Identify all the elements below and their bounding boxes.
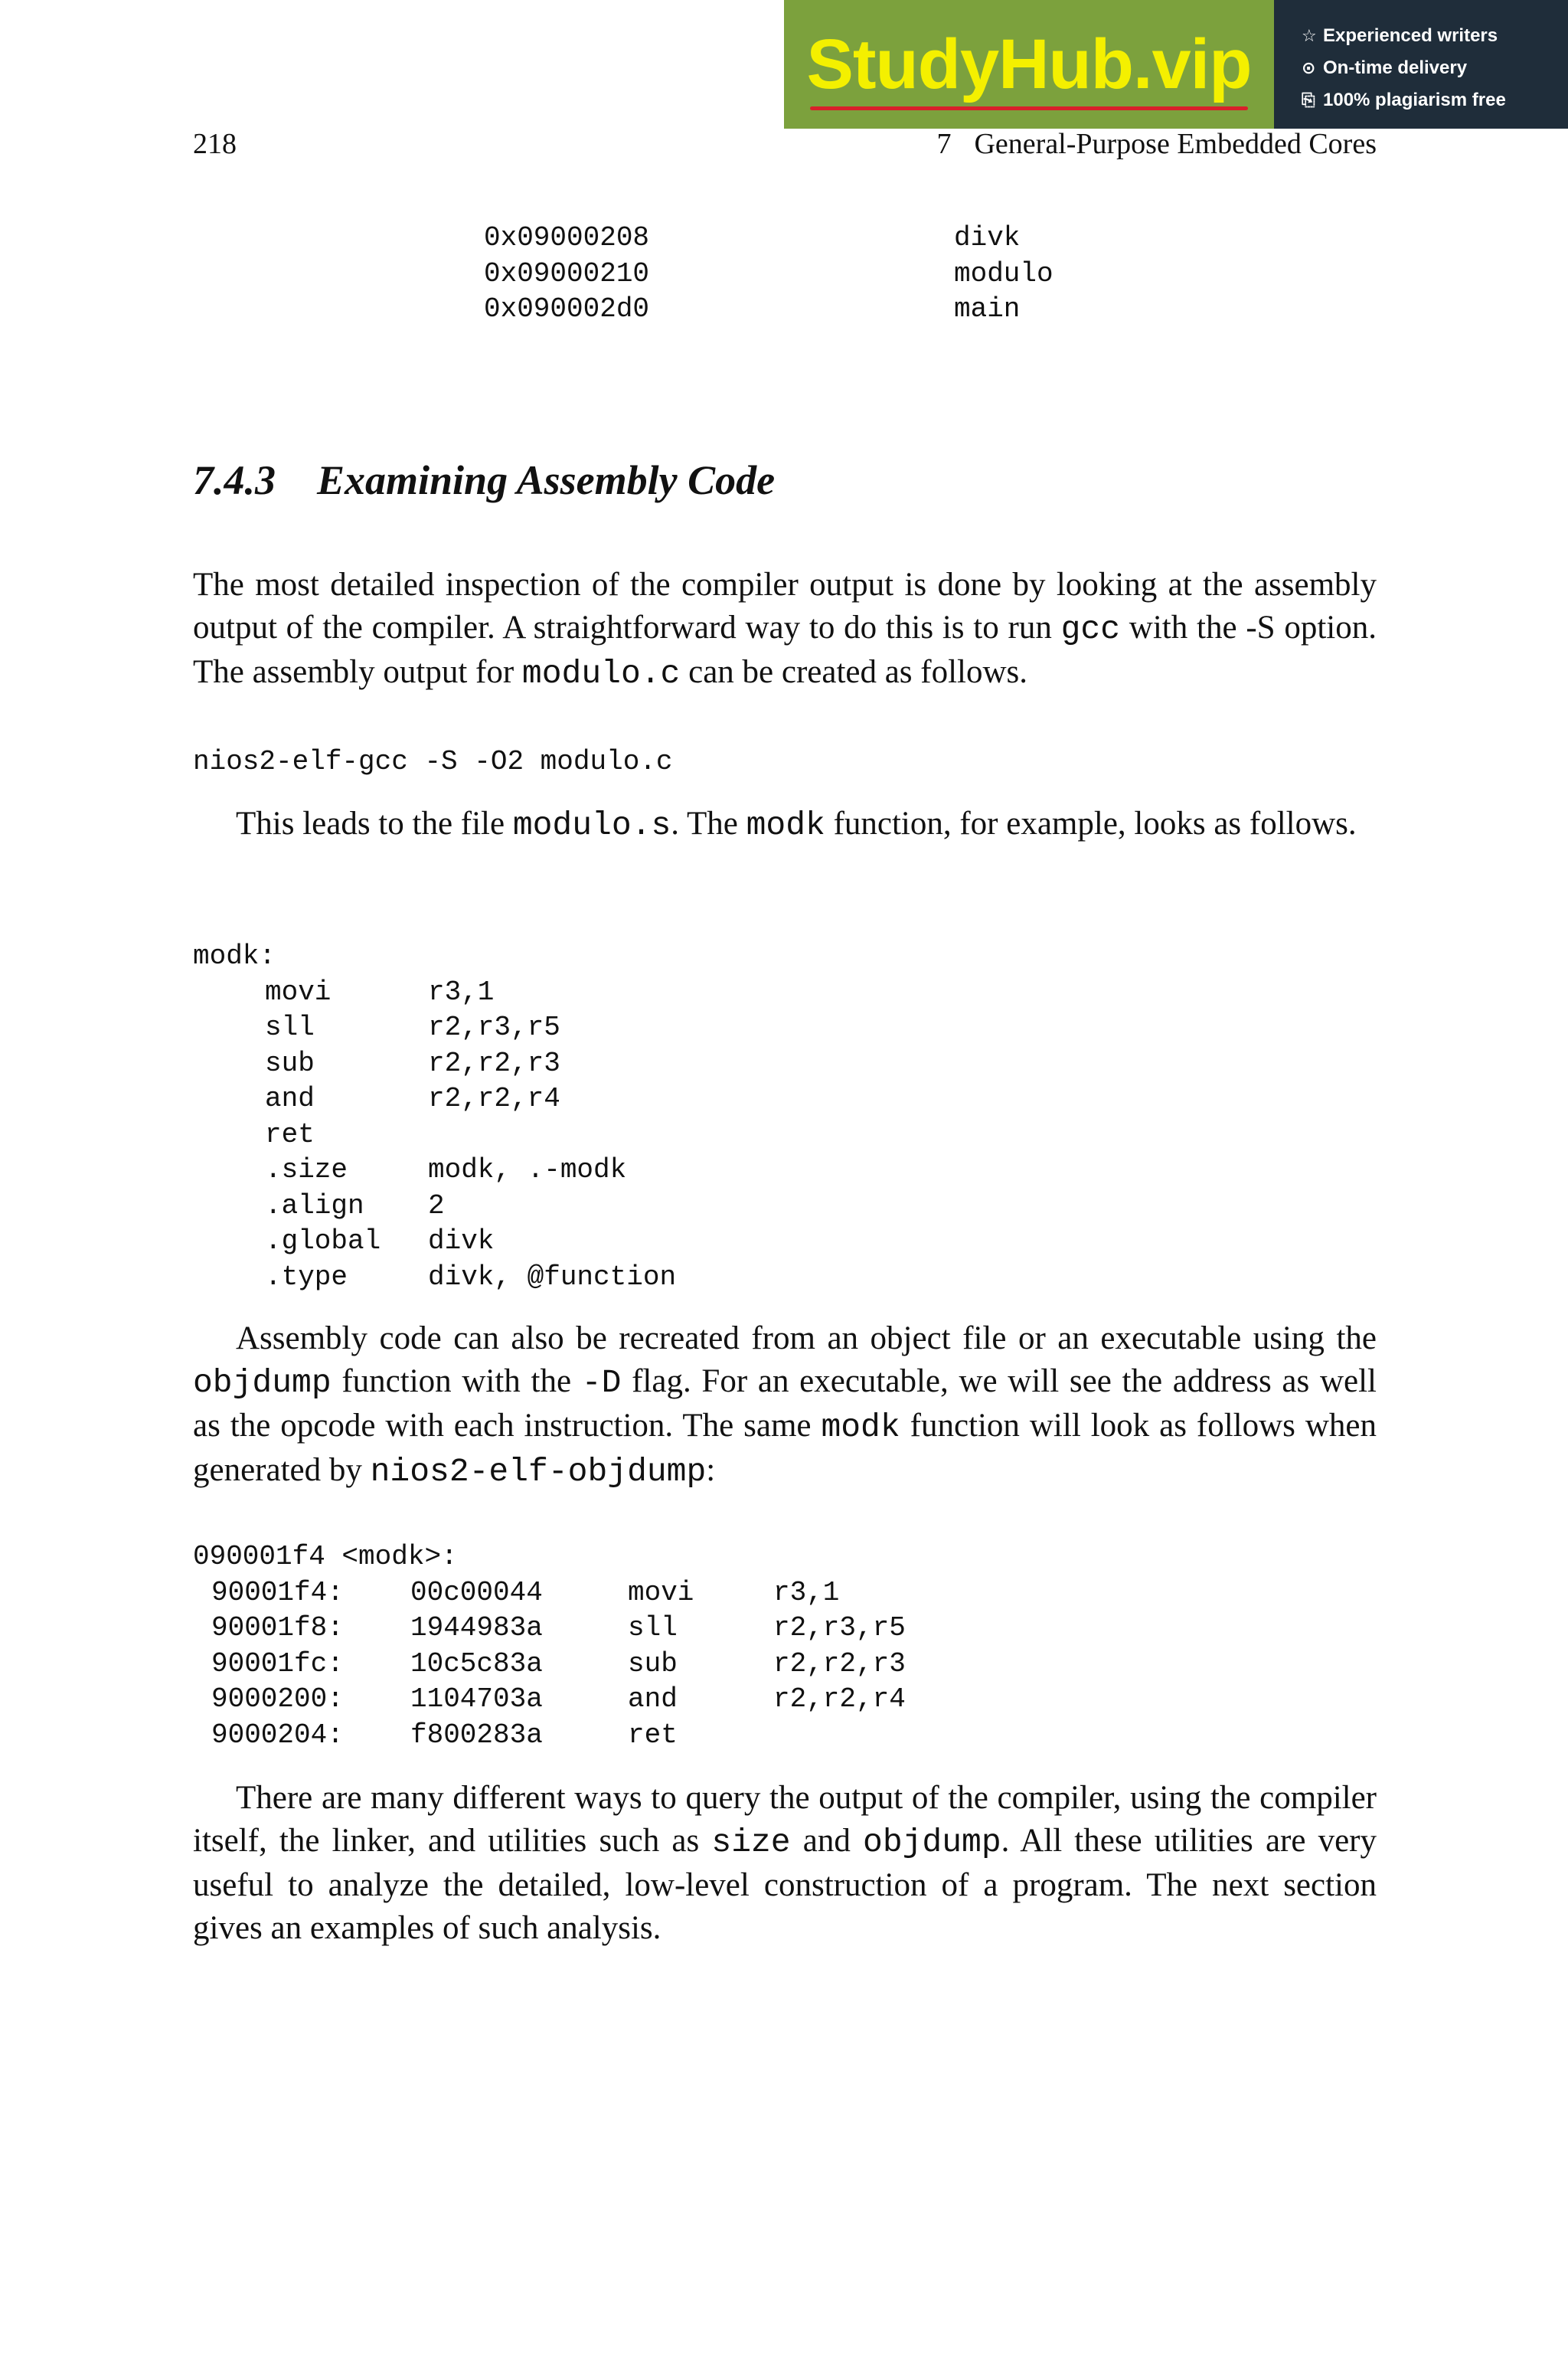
inline-code: modk bbox=[746, 806, 825, 844]
text: can be created as follows. bbox=[680, 654, 1028, 690]
inline-code: objdump bbox=[863, 1824, 1001, 1861]
operands: r2,r2,r3 bbox=[428, 1047, 560, 1079]
instruction-address: 90001f4: bbox=[211, 1576, 344, 1608]
instruction-address: 9000200: bbox=[211, 1683, 344, 1715]
mnemonic: .align bbox=[265, 1189, 364, 1222]
inline-code: nios2-elf-objdump bbox=[370, 1453, 707, 1490]
mnemonic: ret bbox=[265, 1118, 315, 1150]
instruction-address: 90001f8: bbox=[211, 1612, 344, 1644]
document-icon: ⎘ bbox=[1302, 90, 1315, 110]
symbol-address: 0x09000210 bbox=[484, 257, 650, 289]
feature-text: Experienced writers bbox=[1323, 25, 1498, 46]
operands: modk, .-modk bbox=[428, 1154, 627, 1186]
page-number: 218 bbox=[193, 128, 237, 160]
star-icon: ☆ bbox=[1302, 26, 1317, 45]
inline-code: size bbox=[711, 1824, 791, 1861]
operands: r3,1 bbox=[428, 976, 495, 1008]
mnemonic: movi bbox=[265, 976, 332, 1008]
feature-text: On-time delivery bbox=[1323, 57, 1468, 78]
function-label: modk: bbox=[193, 940, 276, 972]
instruction-address: 9000204: bbox=[211, 1719, 344, 1751]
watermark-banner bbox=[784, 0, 1568, 129]
text: function will look as follows when generated by bbox=[193, 1408, 1377, 1488]
mnemonic: sll bbox=[265, 1012, 315, 1043]
text: with the -S option. The assembly output for bbox=[193, 610, 1377, 690]
operands: r2,r2,r3 bbox=[773, 1647, 906, 1680]
mnemonic: and bbox=[628, 1683, 678, 1715]
operands: divk, @function bbox=[428, 1261, 677, 1293]
text: : bbox=[706, 1452, 716, 1488]
chapter-number: 7 bbox=[936, 128, 952, 160]
opcode: 00c00044 bbox=[410, 1576, 543, 1608]
function-label: 090001f4 <modk>: bbox=[193, 1541, 458, 1572]
text: and bbox=[790, 1823, 864, 1859]
mnemonic: sub bbox=[628, 1647, 678, 1680]
logo-underline bbox=[810, 106, 1249, 110]
inline-code: modulo.c bbox=[521, 655, 681, 692]
section-number: 7.4.3 bbox=[193, 457, 276, 503]
operands: r3,1 bbox=[773, 1576, 840, 1608]
symbol-name: divk bbox=[954, 222, 1021, 254]
mnemonic: .global bbox=[265, 1225, 381, 1257]
opcode: 10c5c83a bbox=[410, 1647, 543, 1680]
banner-features bbox=[1274, 0, 1568, 129]
symbol-address: 0x09000208 bbox=[484, 222, 650, 254]
text: . All these utilities are very useful to analyze the detailed, low-level construction of a program. The next section gives an examples of such analysis. bbox=[193, 1823, 1377, 1946]
inline-code: objdump bbox=[193, 1364, 332, 1402]
opcode: 1944983a bbox=[410, 1612, 543, 1644]
inline-code: -D bbox=[581, 1364, 622, 1402]
running-header bbox=[193, 127, 1377, 162]
chapter-title: General-Purpose Embedded Cores bbox=[974, 128, 1377, 160]
feature-experienced-writers bbox=[1302, 20, 1568, 52]
banner-logo-panel bbox=[784, 0, 1274, 129]
mnemonic: .type bbox=[265, 1261, 348, 1293]
section-title: Examining Assembly Code bbox=[317, 457, 776, 503]
paragraph-objdump bbox=[193, 1317, 1377, 1493]
inline-code: modulo.s bbox=[512, 806, 671, 844]
instruction-address: 90001fc: bbox=[211, 1647, 344, 1680]
inline-code: modk bbox=[821, 1408, 900, 1446]
clock-icon: ⊙ bbox=[1302, 58, 1316, 77]
operands: r2,r3,r5 bbox=[773, 1612, 906, 1644]
symbol-address: 0x090002d0 bbox=[484, 293, 650, 325]
chapter-header bbox=[936, 127, 1377, 161]
operands: r2,r2,r4 bbox=[773, 1683, 906, 1715]
text: . The bbox=[671, 806, 746, 842]
operands: r2,r2,r4 bbox=[428, 1083, 560, 1114]
paragraph-summary bbox=[193, 1777, 1377, 1950]
mnemonic: movi bbox=[628, 1576, 694, 1608]
feature-text: 100% plagiarism free bbox=[1323, 90, 1506, 110]
feature-plagiarism-free bbox=[1302, 84, 1568, 116]
text: function, for example, looks as follows. bbox=[825, 806, 1357, 842]
text: flag. For an executable, we will see the address as well as the opcode with each instruction. The same bbox=[193, 1363, 1377, 1444]
operands: r2,r3,r5 bbox=[428, 1012, 560, 1043]
opcode: f800283a bbox=[410, 1719, 543, 1751]
text: There are many different ways to query the output of the compiler, using the compiler itself, the linker, and utilities such as bbox=[193, 1780, 1377, 1859]
inline-code: gcc bbox=[1060, 610, 1121, 648]
symbol-name: modulo bbox=[954, 257, 1054, 289]
mnemonic: sub bbox=[265, 1047, 315, 1079]
command-line: nios2-elf-gcc -S -O2 modulo.c bbox=[193, 746, 673, 777]
symbol-name: main bbox=[954, 293, 1021, 325]
mnemonic: sll bbox=[628, 1612, 678, 1644]
operands: divk bbox=[428, 1225, 495, 1257]
mnemonic: and bbox=[265, 1083, 315, 1114]
mnemonic: .size bbox=[265, 1154, 348, 1186]
logo-text: StudyHub.vip bbox=[806, 25, 1252, 103]
paragraph-intro bbox=[193, 564, 1377, 695]
paragraph-modulo-s bbox=[193, 803, 1377, 847]
mnemonic: ret bbox=[628, 1719, 678, 1751]
text: This leads to the file bbox=[236, 806, 513, 842]
text: function with the bbox=[331, 1363, 582, 1399]
section-heading bbox=[193, 456, 775, 504]
feature-on-time-delivery bbox=[1302, 52, 1568, 84]
operands: 2 bbox=[428, 1189, 445, 1222]
opcode: 1104703a bbox=[410, 1683, 543, 1715]
text: Assembly code can also be recreated from an object file or an executable using the bbox=[236, 1320, 1377, 1356]
studyhub-logo bbox=[806, 25, 1252, 103]
text: The most detailed inspection of the compiler output is done by looking at the assembly output of the compiler. A straightforward way to do this is to run bbox=[193, 567, 1377, 646]
